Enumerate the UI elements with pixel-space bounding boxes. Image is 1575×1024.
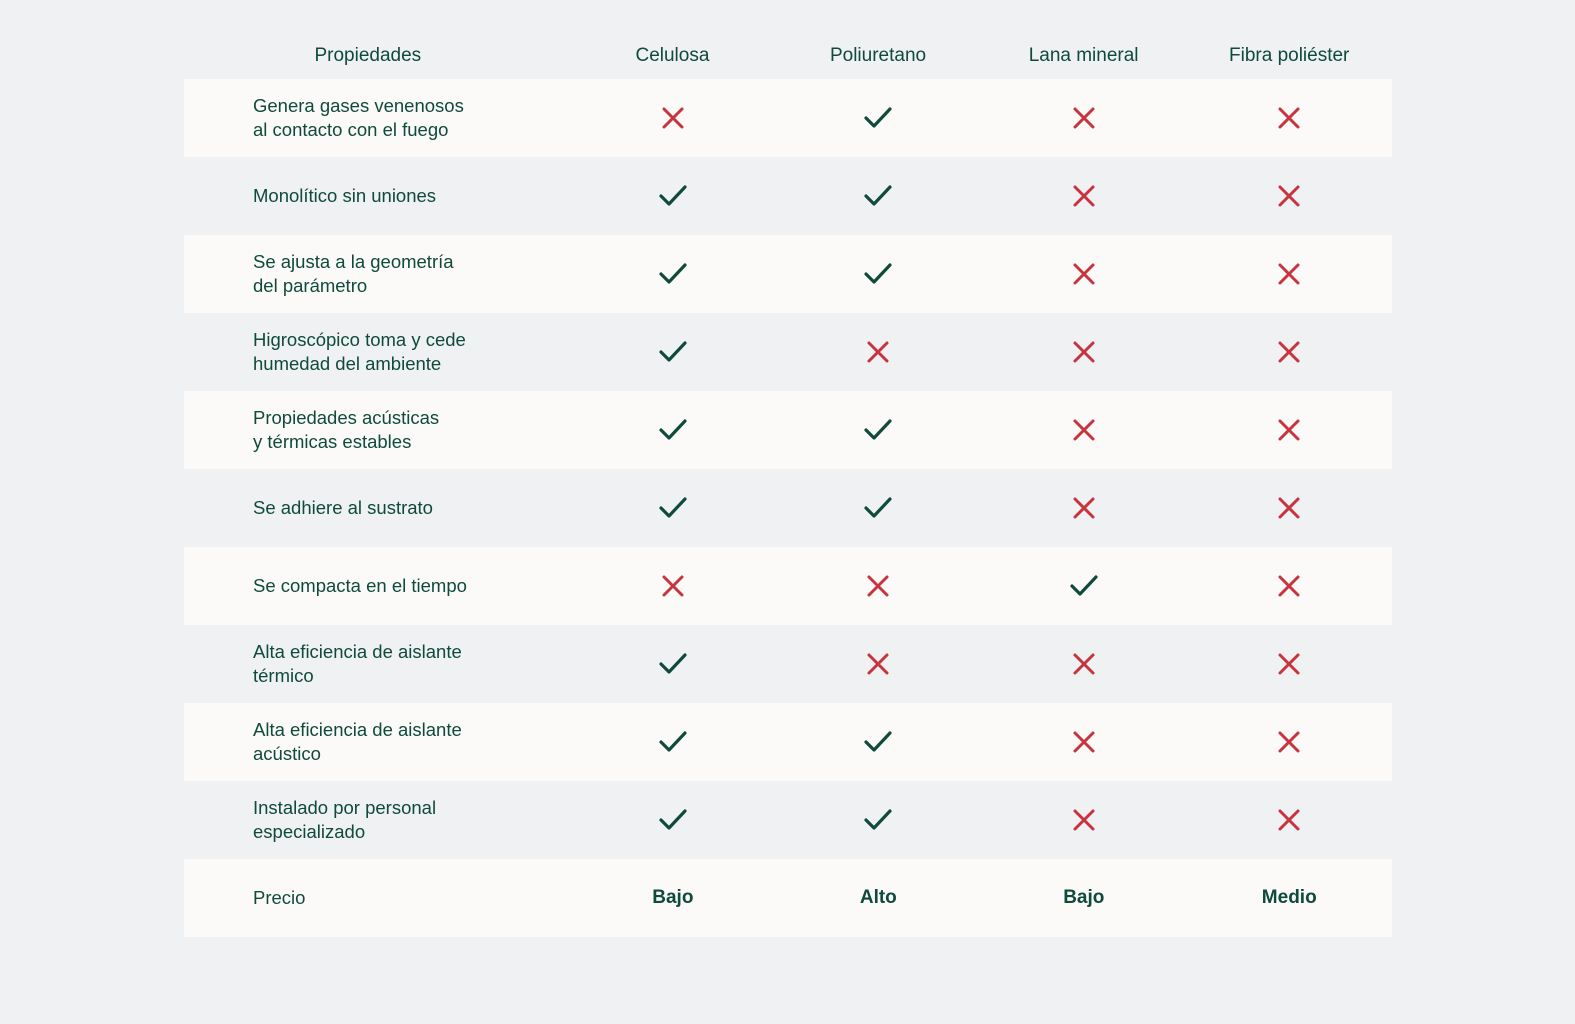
cross-icon <box>1187 652 1392 676</box>
cross-icon <box>1187 418 1392 442</box>
property-label: Alta eficiencia de aislante acústico <box>253 719 462 764</box>
table-header <box>184 32 1392 79</box>
property-label: Se compacta en el tiempo <box>253 575 467 596</box>
property-label: Instalado por personal especializado <box>253 797 437 842</box>
price-label: Precio <box>253 887 306 908</box>
cross-icon <box>776 340 981 364</box>
price-value-fibra-poliester: Medio <box>1261 887 1317 908</box>
cross-icon <box>1187 262 1392 286</box>
cross-icon <box>981 418 1186 442</box>
cross-icon <box>776 652 981 676</box>
property-label: Monolítico sin uniones <box>253 185 437 206</box>
cross-icon <box>1187 808 1392 832</box>
check-icon <box>981 573 1186 599</box>
comparison-table <box>184 32 1392 937</box>
check-icon <box>776 495 981 521</box>
property-label: Higroscópico toma y cede humedad del ambiente <box>253 329 466 374</box>
price-value-lana-mineral: Bajo <box>1063 887 1105 908</box>
cross-icon <box>776 574 981 598</box>
table-row <box>184 79 1392 157</box>
check-icon <box>570 729 775 755</box>
property-label: Genera gases venenosos al contacto con el fuego <box>253 95 464 140</box>
cross-icon <box>1187 106 1392 130</box>
header-properties: Propiedades <box>314 44 422 66</box>
check-icon <box>776 807 981 833</box>
check-icon <box>570 339 775 365</box>
check-icon <box>570 495 775 521</box>
property-label: Se adhiere al sustrato <box>253 497 433 518</box>
check-icon <box>776 183 981 209</box>
cross-icon <box>981 106 1186 130</box>
cross-icon <box>1187 574 1392 598</box>
cross-icon <box>981 652 1186 676</box>
check-icon <box>776 729 981 755</box>
header-poliuretano: Poliuretano <box>829 44 927 66</box>
table-row <box>184 391 1392 469</box>
cross-icon <box>1187 730 1392 754</box>
cross-icon <box>1187 340 1392 364</box>
table-row <box>184 313 1392 391</box>
check-icon <box>570 261 775 287</box>
cross-icon <box>981 262 1186 286</box>
check-icon <box>570 417 775 443</box>
header-fibra-poliester: Fibra poliéster <box>1229 44 1350 66</box>
table-row <box>184 157 1392 235</box>
price-row <box>184 859 1392 937</box>
table-row <box>184 547 1392 625</box>
header-celulosa: Celulosa <box>635 44 710 66</box>
cross-icon <box>981 730 1186 754</box>
header-lana-mineral: Lana mineral <box>1028 44 1139 66</box>
check-icon <box>570 651 775 677</box>
cross-icon <box>981 340 1186 364</box>
table-row <box>184 469 1392 547</box>
cross-icon <box>570 106 775 130</box>
price-value-celulosa: Bajo <box>652 887 694 908</box>
check-icon <box>570 183 775 209</box>
table-row <box>184 235 1392 313</box>
check-icon <box>776 417 981 443</box>
property-label: Alta eficiencia de aislante térmico <box>253 641 462 686</box>
table-row <box>184 625 1392 703</box>
table-row <box>184 781 1392 859</box>
check-icon <box>776 261 981 287</box>
cross-icon <box>981 496 1186 520</box>
cross-icon <box>1187 184 1392 208</box>
property-label: Propiedades acústicas y térmicas estables <box>253 407 440 452</box>
cross-icon <box>1187 496 1392 520</box>
table-body <box>184 79 1392 937</box>
check-icon <box>776 105 981 131</box>
cross-icon <box>981 184 1186 208</box>
cross-icon <box>981 808 1186 832</box>
check-icon <box>570 807 775 833</box>
price-value-poliuretano: Alto <box>859 887 897 908</box>
property-label: Se ajusta a la geometría del parámetro <box>253 251 454 296</box>
table-row <box>184 703 1392 781</box>
cross-icon <box>570 574 775 598</box>
